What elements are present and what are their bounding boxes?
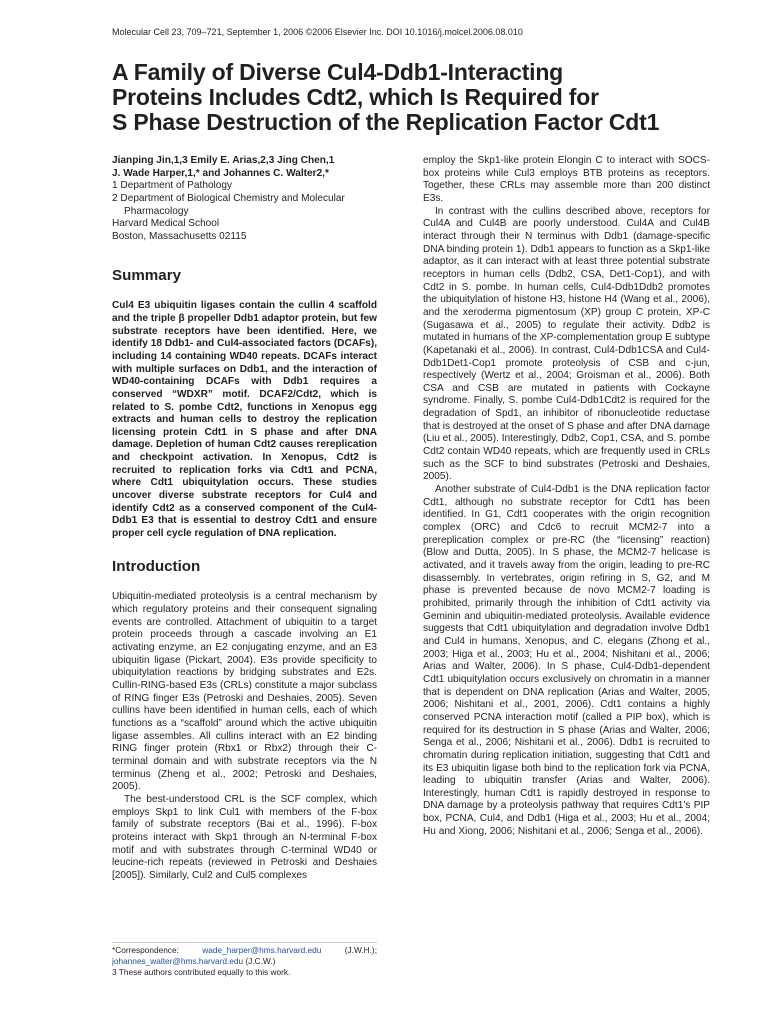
body-paragraph: employ the Skp1-like protein Elongin C to interact with SOCS-box proteins while Cul3 employs BTB proteins as receptors. Together, these CRLs may assemble more than 200 distinct E3s.	[423, 155, 710, 204]
affiliation-line: 2 Department of Biological Chemistry and Molecular	[112, 192, 345, 204]
affiliation-line: Harvard Medical School	[112, 218, 220, 230]
affiliation-line: 1 Department of Pathology	[112, 180, 233, 192]
author-line: J. Wade Harper,1,* and Johannes C. Walter2,*	[112, 167, 329, 179]
correspondence-initials: (J.C.W.)	[245, 956, 276, 966]
footnotes	[112, 942, 377, 978]
left-column	[112, 155, 377, 882]
right-column	[423, 155, 710, 838]
intro-paragraph: Ubiquitin-mediated proteolysis is a central mechanism by which regulatory proteins and their consequent signaling events are controlled. Attachment of ubiquitin to a target protein proceeds through a cascade involving an E1 activating enzyme, an E2 conjugating enzyme, and an E3 ubiquitin ligase (Pickart, 2004). E3s provide specificity to ubiquitylation reactions by bridging substrates and E2s. Cullin-RING-based E3s (CRLs) constitute a major subclass of RING finger E3s (Petroski and Deshaies, 2005). Seven cullins have been identified in human cells, each of which functions as a “scaffold” around which the active ubiquitin ligase assembles. All cullins interact with an E2 binding RING finger protein (Rbx1 or Rbx2) through their C-terminal domain and with substrate receptors via the N terminus (Zheng et al., 2002; Petroski and Deshaies, 2005).	[112, 591, 377, 793]
equal-contribution-note: 3 These authors contributed equally to this work.	[112, 967, 291, 977]
title-line: A Family of Diverse Cul4-Ddb1-Interacting	[112, 59, 564, 85]
journal-header: Molecular Cell 23, 709–721, September 1, 2006 ©2006 Elsevier Inc. DOI 10.1016/j.molcel.2006.08.010	[112, 27, 523, 37]
correspondence-line	[112, 956, 377, 967]
body-paragraph: Another substrate of Cul4-Ddb1 is the DNA replication factor Cdt1, although no substrate receptor for Cdt1 has been identified. In G1, Cdt1 cooperates with the origin recognition complex (ORC) and Cdc6 to recruit MCM2-7 into a prereplication complex or pre-RC (the “licensing” reaction) (Blow and Dutta, 2005). In S phase, the MCM2-7 helicase is activated, and it travels away from the origin, leading to pre-RC disassembly. In vertebrates, origin refiring in S, G2, and M phase is prevented because de novo MCM2-7 loading is prohibited, primarily through the inhibition of Cdt1 activity via Geminin and ubiquitin-mediated proteolysis. Available evidence suggests that Cdt1 ubiquitylation and degradation involve Ddb1 and Cul4 in humans, Xenopus, and C. elegans (Zhong et al., 2003; Higa et al., 2003; Hu et al., 2004; Nishitani et al., 2006; Arias and Walter, 2006). In S phase, Cul4-Ddb1-dependent Cdt1 ubiquitylation occurs exclusively on chromatin in a manner that is dependent on DNA replication (Arias and Walter, 2005, 2006; Nishitani et al., 2001, 2006). Cdt1 contains a highly conserved PCNA interaction motif (called a PIP box), which is required for its destruction in S phase (Arias and Walter, 2006; Senga et al., 2006; Nishitani et al., 2006). Ddb1 is recruited to chromatin during replication initiation, suggesting that Cdt1 and its E3 ubiquitin ligase both bind to the replication fork via PCNA, leading to ubiquitin transfer (Arias and Walter, 2006). Interestingly, human Cdt1 is rapidly destroyed in response to DNA damage by a proteolysis pathway that requires Cdt1’s PIP box, PCNA, Cul4, and Ddb1 (Higa et al., 2003; Hu et al., 2004; Hu and Xiong, 2006; Nishitani et al., 2006; Senga et al., 2006).	[423, 484, 710, 837]
article-title	[112, 60, 732, 135]
footnote-divider	[112, 942, 377, 943]
summary-heading: Summary	[112, 266, 182, 284]
author-list	[112, 155, 377, 180]
email-link[interactable]: johannes_walter@hms.harvard.edu	[112, 956, 244, 966]
intro-paragraph: The best-understood CRL is the SCF complex, which employs Skp1 to link Cul1 with members of the F-box family of substrate receptors (Bai et al., 1996). F-box proteins interact with Skp1 through an N-terminal F-box motif and with substrates through C-terminal WD40 or leucine-rich repeats (reviewed in Petroski and Deshaies [2005]). Similarly, Cul2 and Cul5 complexes	[112, 793, 377, 881]
affiliation-line: Boston, Massachusetts 02115	[112, 230, 247, 242]
correspondence-initials: (J.W.H.);	[344, 945, 377, 955]
title-line: S Phase Destruction of the Replication Factor Cdt1	[112, 109, 660, 135]
body-paragraph: In contrast with the cullins described above, receptors for Cul4A and Cul4B are poorly understood. Cul4A and Cul4B interact through their N terminus with Ddb1 (damage-specific DNA binding protein 1). Ddb1 appears to function as a Skp1-like adaptor, as it can interact with at least three potential substrate receptors in human cells (Ddb2, CSA, Det1-Cop1), and with Cdt2 in S. pombe. In human cells, Cul4-Ddb1Ddb2 promotes the ubiquitylation of histone H3, histone H4 (Wang et al., 2006), and the xeroderma pigmentosum (XP) group C protein, XP-C (Sugasawa et al., 2005) to regulate their activity. Ddb2 is mutated in humans of the XP-complementation group E subtype (Kapetanaki et al., 2006). In contrast, Cul4-Ddb1CSA and Cul4-Ddb1Det1-Cop1 promote proteolysis of CSB and c-jun, respectively (Wertz et al., 2004; Groisman et al., 2006). Both CSA and CSB are mutated in patients with Cockayne syndrome. Finally, S. pombe Cul4-Ddb1Cdt2 is required for the degradation of Spd1, an inhibitor of ribonucleotide reductase that is destroyed at the onset of S phase and after DNA damage (Liu et al., 2005). Interestingly, Ddb2, Cop1, CSA, and S. pombe Cdt2 contain WD40 repeats, which are frequently used in CRLs such as the SCF to bind substrates (Petroski and Deshaies, 2005).	[423, 205, 710, 483]
title-line: Proteins Includes Cdt2, which Is Required for	[112, 84, 599, 110]
affiliation-line: Pharmacology	[124, 205, 189, 217]
introduction-heading: Introduction	[112, 557, 201, 575]
summary-text: Cul4 E3 ubiquitin ligases contain the cullin 4 scaffold and the triple β propeller Ddb1 adaptor protein, but few substrate receptors have been identified. Here, we identify 18 Ddb1- and Cul4-associated factors (DCAFs), including 14 containing WD40 repeats. DCAFs interact with multiple surfaces on Ddb1, and the interaction of WD40-containing DCAFs with Ddb1 requires a conserved “WDXR” motif. DCAF2/Cdt2, which is related to S. pombe Cdt2, functions in Xenopus egg extracts and human cells to destroy the replication licensing protein Cdt1 in S phase and after DNA damage. Depletion of human Cdt2 causes rereplication and checkpoint activation. In Xenopus, Cdt2 is recruited to replication forks via Cdt1 and PCNA, where Cdt1 ubiquitylation occurs. These studies uncover diverse substrate receptors for Cul4 and identify Cdt2 as a conserved component of the Cul4-Ddb1 E3 that is essential to destroy Cdt1 and ensure proper cell cycle regulation of DNA replication.	[112, 300, 377, 540]
author-line: Jianping Jin,1,3 Emily E. Arias,2,3 Jing Chen,1	[112, 155, 335, 166]
correspondence-label: *Correspondence:	[112, 945, 179, 955]
correspondence-line	[112, 945, 377, 956]
email-link[interactable]: wade_harper@hms.harvard.edu	[202, 945, 322, 955]
affiliations	[112, 180, 377, 243]
